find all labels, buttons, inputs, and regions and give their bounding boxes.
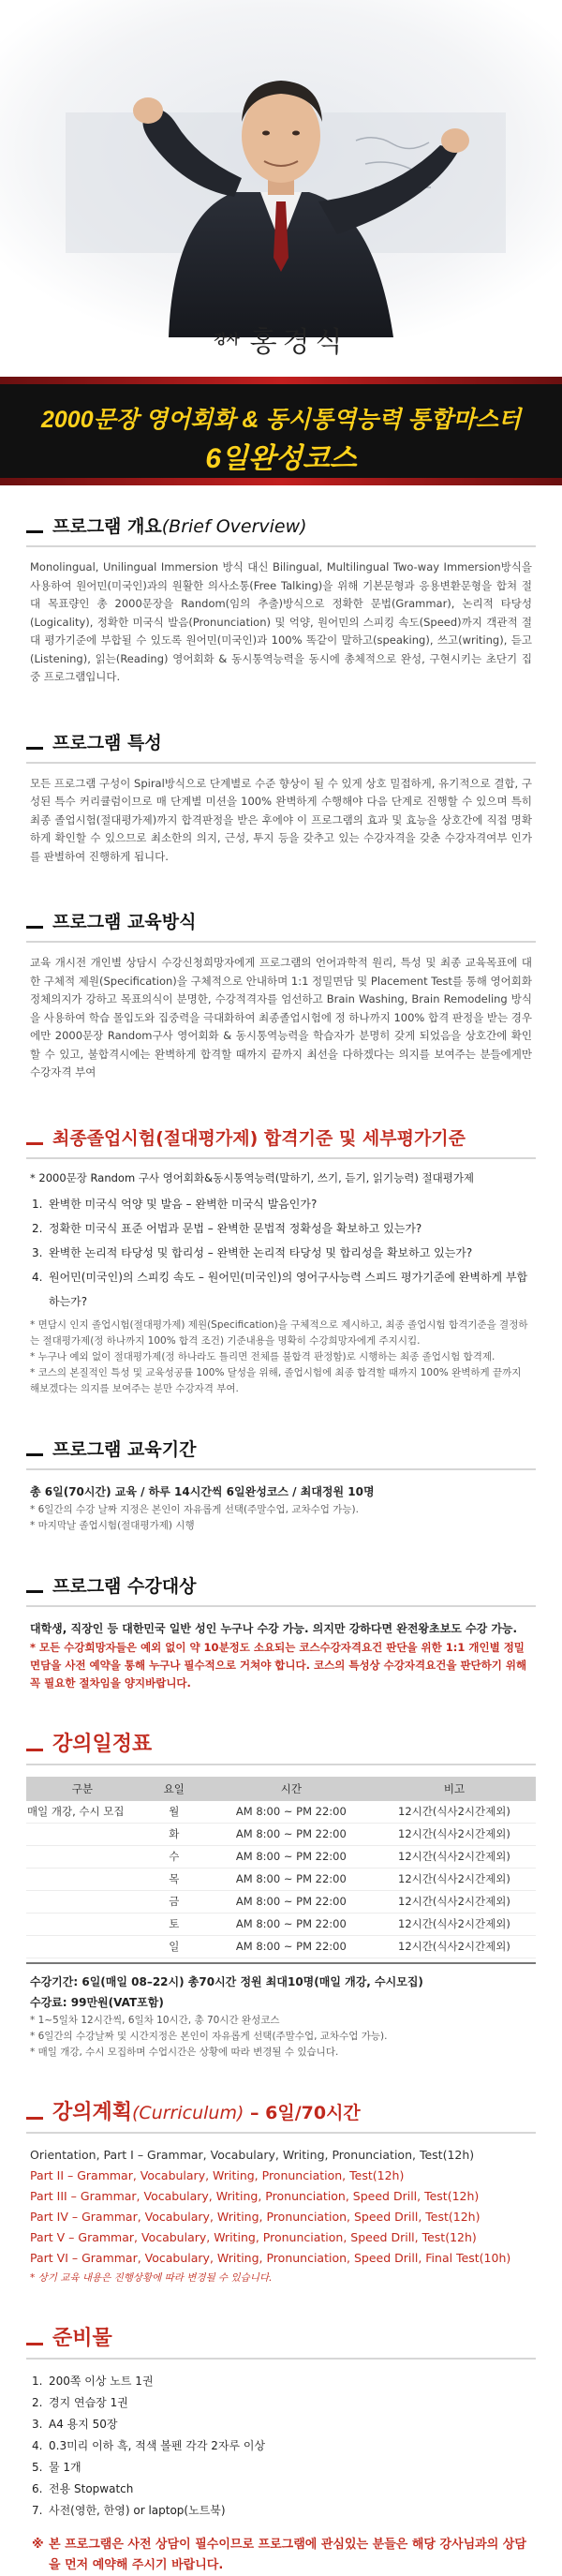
column-header: 구분	[26, 1777, 139, 1801]
time-cell: AM 8:00 ~ PM 22:00	[210, 1801, 373, 1824]
list-item	[26, 2392, 536, 2414]
type-cell	[26, 1935, 139, 1958]
type-cell	[26, 1845, 139, 1868]
overview-text: Monolingual, Unilingual Immersion 방식 대신 Bilingual, Multilingual Two-way Immersion방식을 사용하여 원어민(미국인)과의 원활한 의사소통(Free Talking)을 위해 기본문형과 응용변환문형을 합쳐 절대 목표량인 총 2000문장을 Random(임의 추출)방식으로 정확한 문법(Grammar), 논리적 타당성(Logicality), 정확한 미국식 발음(Pronunciation) 및 억양, 원어민의 스피킹 속도(Speed)까지 객관적 절대 평가기준에 부합될 수 있도록 원어민(미국인)과 100% 똑같이 말하고(speaking), 쓰고(writing), 듣고(Listening), 읽는(Reading) 영어회화 & 동시통역능력을 동시에 총체적으로 완성, 구현시키는 초단기 집중 프로그램입니다.	[30, 560, 532, 683]
section-schedule	[26, 1692, 536, 2061]
list-number: 4.	[32, 2438, 43, 2452]
day-cell: 토	[139, 1913, 210, 1935]
curriculum-item: Orientation, Part I – Grammar, Vocabulary, Writing, Pronunciation, Test(12h)	[30, 2147, 475, 2162]
method-text: 교육 개시전 개인별 상담시 수강신청희망자에게 프로그램의 언어과학적 원리, 특성 및 최종 교육목표에 대한 구체적 제원(Specification)을 구체적으로 안내하며 1:1 정밀면담 및 Placement Test를 통해 영어회화정체의지가 강하고 목표의식이 분명한, 수강적격자를 엄선하고 Brain Washing, Brain Remodeling 방식을 사용하여 학습 몰입도와 집중력을 극대화하여 최종졸업시험에 정 하나까지 100% 합격 판정을 받는 경우에만 2000문장 Random구사 영어회화 & 동시통역능력을 학습자가 분명히 갖게 되었음을 상호간에 확인할 수 있고, 불합격시에는 완벽하게 합격할 때까지 끝까지 최선을 다하겠다는 의지를 보여주는 분들에게만 수강자격 부여	[30, 956, 532, 1079]
note-cell: 12시간(식사2시간제외)	[373, 1913, 536, 1935]
list-item	[26, 2500, 536, 2522]
section-title: 최종졸업시험(절대평가제) 합격기준 및 세부평가기준	[26, 1124, 536, 1154]
type-cell	[26, 1823, 139, 1845]
criteria-note: * 누구나 예외 없이 절대평가제(정 하나라도 틀리면 전체를 불합격 판정함)로 시행하는 최종 졸업시험 합격제.	[30, 1350, 495, 1362]
list-item	[26, 1241, 536, 1265]
schedule-title: 강의일정표	[52, 1732, 153, 1756]
criteria-lead: * 2000문장 Random 구사 영어회화&동시통역능력(말하기, 쓰기, 듣기, 읽기능력) 절대평가제	[30, 1170, 475, 1184]
section-period	[26, 1397, 536, 1534]
time-cell: AM 8:00 ~ PM 22:00	[210, 1868, 373, 1890]
column-header: 시간	[210, 1777, 373, 1801]
time-cell: AM 8:00 ~ PM 22:00	[210, 1823, 373, 1845]
divider	[26, 1605, 536, 1607]
day-cell: 목	[139, 1868, 210, 1890]
section-overview	[26, 485, 536, 687]
course-banner	[0, 377, 562, 485]
section-title: 프로그램 교육기간	[26, 1435, 536, 1465]
criteria-note: * 코스의 본질적인 특성 및 교육성공률 100% 달성을 위해, 졸업시험에 최종 합격할 때까지 100% 완벽하게 끝까지 해보겠다는 의지를 보여주는 분만 수강자격 부여.	[30, 1366, 522, 1394]
time-cell: AM 8:00 ~ PM 22:00	[210, 1845, 373, 1868]
list-text: 물 1개	[49, 2460, 81, 2474]
banner-stripe-bottom	[0, 478, 562, 485]
note-cell: 12시간(식사2시간제외)	[373, 1801, 536, 1824]
divider	[26, 2132, 536, 2134]
target-lead: 대학생, 직장인 등 대한민국 일반 성인 누구나 수강 가능. 의지만 강하다면 완전왕초보도 수강 가능.	[30, 1621, 518, 1635]
consultation-notice	[26, 2535, 536, 2576]
day-cell: 금	[139, 1890, 210, 1913]
target-note: * 모든 수강희망자들은 예외 없이 약 10분정도 소요되는 코스수강자격요건 판단을 위한 1:1 개인별 정밀면담을 사전 예약을 통해 누구나 필수적으로 거쳐야 합니다. 코스의 특성상 수강자격요건을 판단하기 위해 꼭 필요한 절차임을 양지바랍니다.	[30, 1640, 527, 1690]
list-item	[26, 2414, 536, 2435]
type-cell	[26, 1913, 139, 1935]
curriculum-item: Part II – Grammar, Vocabulary, Writing, Pronunciation, Test(12h)	[30, 2167, 405, 2182]
section-criteria	[26, 1082, 536, 1397]
list-number: 7.	[32, 2503, 43, 2517]
divider	[26, 762, 536, 764]
section-title	[26, 512, 536, 542]
table-row	[26, 1913, 536, 1935]
materials-list	[26, 2371, 536, 2522]
content	[0, 485, 562, 2576]
section-title: 프로그램 수강대상	[26, 1571, 536, 1601]
list-item	[26, 1265, 536, 1314]
list-text: 0.3미리 이하 흑, 적색 볼펜 각각 2자루 이상	[49, 2438, 266, 2452]
banner-stripe-top	[0, 377, 562, 384]
list-text: 경지 연습장 1권	[49, 2395, 128, 2409]
list-number: 5.	[32, 2460, 43, 2474]
section-materials	[26, 2286, 536, 2576]
list-number: 2.	[32, 1221, 43, 1235]
divider	[26, 1157, 536, 1159]
list-item	[26, 1192, 536, 1216]
table-header-row	[26, 1777, 536, 1801]
list-text: 200쪽 이상 노트 1권	[49, 2374, 154, 2388]
day-cell: 일	[139, 1935, 210, 1958]
table-row	[26, 1890, 536, 1913]
section-features	[26, 687, 536, 867]
list-text: 원어민(미국인)의 스피킹 속도 – 원어민(미국인)의 영어구사능력 스피드 평가기준에 완벽하게 부합하는가?	[49, 1270, 528, 1308]
type-cell	[26, 1868, 139, 1890]
course-title: 2000문장 영어회화 & 동시통역능력 통합마스터	[40, 407, 521, 433]
list-item	[26, 2371, 536, 2392]
curriculum-item: Part VI – Grammar, Vocabulary, Writing, Pronunciation, Speed Drill, Final Test(10h)	[30, 2250, 511, 2265]
overview-title-ko: 프로그램 개요	[52, 516, 162, 537]
table-row	[26, 1823, 536, 1845]
curriculum-item: Part IV – Grammar, Vocabulary, Writing, Pronunciation, Speed Drill, Test(12h)	[30, 2209, 481, 2224]
list-item	[26, 1216, 536, 1241]
section-curriculum	[26, 2061, 536, 2286]
instructor-role: 강사	[214, 333, 240, 348]
list-item	[26, 2435, 536, 2457]
section-title	[26, 1730, 536, 1760]
list-number: 2.	[32, 2395, 43, 2409]
table-row	[26, 1935, 536, 1958]
section-method	[26, 866, 536, 1082]
curriculum-title-suffix: – 6일/70시간	[250, 2102, 361, 2123]
schedule-summary: 수강기간: 6일(매일 08–22시) 총70시간 정원 최대10명(매일 개강, 수시모집)	[30, 1974, 423, 1988]
list-number: 1.	[32, 2374, 43, 2388]
schedule-table-wrap	[26, 1777, 536, 1964]
list-item	[26, 2457, 536, 2479]
table-row	[26, 1801, 536, 1824]
table-row	[26, 1868, 536, 1890]
list-number: 1.	[32, 1197, 43, 1211]
schedule-note: * 6일간의 수강날짜 및 시간지정은 본인이 자유롭게 선택(주말수업, 교차수업 가능).	[30, 2030, 388, 2042]
section-title: 프로그램 특성	[26, 728, 536, 758]
period-note: * 마지막날 졸업시험(절대평가제) 시행	[30, 1519, 195, 1531]
list-text: A4 용지 50장	[49, 2417, 118, 2431]
schedule-table	[26, 1777, 536, 1958]
day-cell: 화	[139, 1823, 210, 1845]
instructor-photo	[0, 0, 562, 337]
list-text: 사전(영한, 한영) or laptop(노트북)	[49, 2503, 226, 2517]
divider	[26, 1764, 536, 1765]
features-text: 모든 프로그램 구성이 Spiral방식으로 단계별로 수준 향상이 될 수 있게 상호 밀접하게, 유기적으로 결합, 구성된 특수 커리큘럼이므로 매 단계별 미션을 100% 완벽하게 수행해야 다음 단계로 진행할 수 있으며 특히 최종 졸업시험(절대평가제)까지 합격판정을 받은 후에야 이 프로그램의 효과 및 효능을 상호간에 직접 명확하게 확인할 수 있으므로 최소한의 의지, 근성, 투지 등을 갖추고 있는 수강자격을 갖춘 수강자격여부 인가를 판별하여 진행하게 됩니다.	[30, 776, 532, 863]
list-item	[26, 2479, 536, 2500]
curriculum-title-en: (Curriculum)	[132, 2102, 244, 2123]
day-cell: 월	[139, 1801, 210, 1824]
note-cell: 12시간(식사2시간제외)	[373, 1868, 536, 1890]
type-cell	[26, 1890, 139, 1913]
note-cell: 12시간(식사2시간제외)	[373, 1935, 536, 1958]
day-cell: 수	[139, 1845, 210, 1868]
reference-mark-icon: ※	[32, 2537, 44, 2552]
period-lead: 총 6일(70시간) 교육 / 하루 14시간씩 6일완성코스 / 최대정원 10명	[30, 1484, 375, 1498]
hero	[0, 0, 562, 377]
time-cell: AM 8:00 ~ PM 22:00	[210, 1890, 373, 1913]
list-number: 4.	[32, 1270, 43, 1284]
section-target	[26, 1534, 536, 1692]
divider	[26, 2358, 536, 2360]
divider	[26, 545, 536, 547]
course-subtitle: 6일완성코스	[205, 443, 357, 474]
curriculum-title-ko: 강의계획	[52, 2100, 133, 2124]
section-title: 프로그램 교육방식	[26, 907, 536, 937]
table-row	[26, 1845, 536, 1868]
criteria-list	[26, 1192, 536, 1314]
schedule-note: * 1~5일차 12시간씩, 6일차 10시간, 총 70시간 완성코스	[30, 2014, 280, 2026]
consultation-notice-text: 본 프로그램은 사전 상담이 필수이므로 프로그램에 관심있는 분들은 해당 강사님과의 상담을 먼저 예약해 주시기 바랍니다.	[49, 2537, 526, 2572]
list-text: 전용 Stopwatch	[49, 2481, 134, 2495]
divider	[26, 1468, 536, 1470]
materials-title: 준비물	[52, 2326, 112, 2350]
divider	[26, 941, 536, 943]
list-text: 완벽한 미국식 억양 및 발음 – 완벽한 미국식 발음인가?	[49, 1197, 318, 1211]
list-number: 3.	[32, 2417, 43, 2431]
section-title	[26, 2098, 536, 2128]
instructor-caption	[0, 319, 562, 360]
note-cell: 12시간(식사2시간제외)	[373, 1890, 536, 1913]
note-cell: 12시간(식사2시간제외)	[373, 1823, 536, 1845]
list-number: 3.	[32, 1245, 43, 1259]
note-cell: 12시간(식사2시간제외)	[373, 1845, 536, 1868]
curriculum-item: Part III – Grammar, Vocabulary, Writing, Pronunciation, Speed Drill, Test(12h)	[30, 2188, 480, 2203]
overview-title-en: (Brief Overview)	[161, 516, 307, 537]
list-number: 6.	[32, 2481, 43, 2495]
criteria-note: * 면담시 인지 졸업시험(절대평가제) 제원(Specification)을 구체적으로 제시하고, 최종 졸업시험 합격기준을 결정하는 절대평가제(정 하나까지 100% 합격 조건) 기준내용을 명확히 수강희망자에게 주지시킴.	[30, 1318, 528, 1347]
time-cell: AM 8:00 ~ PM 22:00	[210, 1913, 373, 1935]
section-title	[26, 2324, 536, 2354]
schedule-note: * 매일 개강, 수시 모집하며 수업시간은 상황에 따라 변경될 수 있습니다.	[30, 2046, 339, 2058]
list-text: 정확한 미국식 표준 어법과 문법 – 완벽한 문법적 정확성을 확보하고 있는가?	[49, 1221, 422, 1235]
curriculum-note: * 상기 교육 내용은 진행상황에 따라 변경될 수 있습니다.	[30, 2271, 273, 2284]
column-header: 비고	[373, 1777, 536, 1801]
type-cell: 매일 개강, 수시 모집	[26, 1801, 139, 1824]
instructor-name: 홍경식	[249, 326, 348, 359]
list-text: 완벽한 논리적 타당성 및 합리성 – 완벽한 논리적 타당성 및 합리성을 확보하고 있는가?	[49, 1245, 473, 1259]
period-note: * 6일간의 수강 날짜 지정은 본인이 자유롭게 선택(주말수업, 교차수업 가능).	[30, 1503, 359, 1515]
column-header: 요일	[139, 1777, 210, 1801]
schedule-fee: 수강료: 99만원(VAT포함)	[30, 1995, 164, 2009]
curriculum-item: Part V – Grammar, Vocabulary, Writing, Pronunciation, Speed Drill, Test(12h)	[30, 2229, 477, 2244]
time-cell: AM 8:00 ~ PM 22:00	[210, 1935, 373, 1958]
